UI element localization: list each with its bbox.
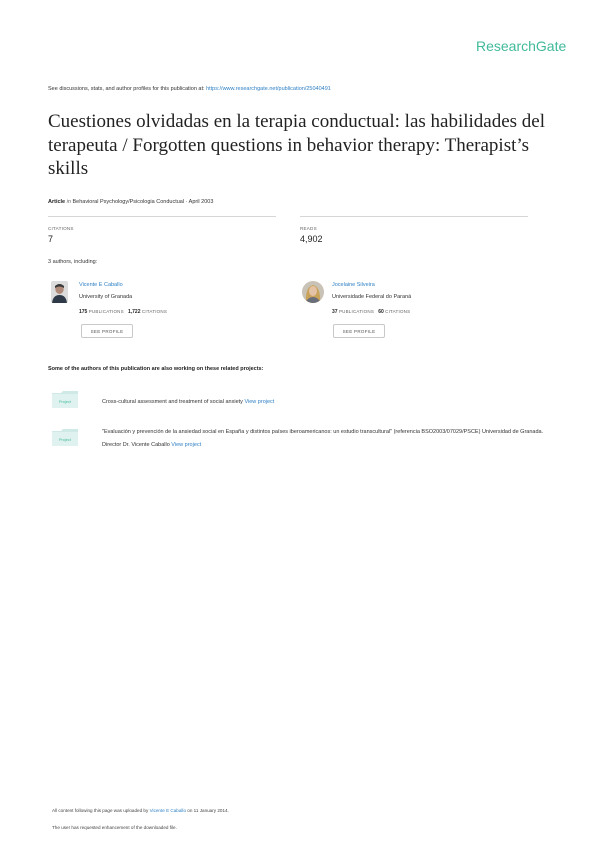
reads-label: READS: [300, 226, 317, 231]
author-institution-2: Universidade Federal do Paraná: [332, 294, 412, 300]
author-publications-label-2: PUBLICATIONS: [338, 309, 375, 314]
publication-title: Cuestiones olvidadas en la terapia conductual: las habilidades del terapeuta / Forgotten questions in behavior therapy: Therapist’s skills: [48, 111, 546, 179]
article-type: Article: [48, 199, 66, 205]
enhancement-note: The user has requested enhancement of the downloaded file.: [52, 825, 177, 830]
author-name-2[interactable]: Jocelaine Silveira: [332, 282, 375, 288]
divider-right: [300, 216, 528, 217]
author-publications-label-1: PUBLICATIONS: [88, 309, 124, 314]
author-stats-2: [332, 309, 410, 315]
article-in: in: [66, 199, 71, 205]
author-avatar-2[interactable]: [302, 281, 324, 303]
project-item-2: [102, 426, 552, 452]
see-profile-button-2[interactable]: SEE PROFILE: [333, 324, 385, 338]
publication-url-link[interactable]: https://www.researchgate.net/publication/25040491: [206, 86, 331, 92]
reads-count: 4,902: [300, 234, 323, 244]
author-institution-1: University of Granada: [79, 294, 133, 300]
view-project-link-1[interactable]: View project: [244, 399, 275, 405]
project-title-1: Cross-cultural assessment and treatment of social anxiety: [102, 399, 243, 405]
uploaded-suffix: on 11 January 2014.: [187, 808, 229, 813]
see-profile-button-1[interactable]: SEE PROFILE: [81, 324, 133, 338]
article-journal: Behavioral Psychology/Psicologia Conductual · April 2003: [72, 199, 214, 205]
author-photo-1: [51, 281, 68, 303]
authors-including: 3 authors, including:: [48, 259, 98, 265]
author-publications-2: 37: [332, 309, 338, 315]
author-citations-label-1: CITATIONS: [141, 309, 168, 314]
see-discussions-line: [48, 86, 331, 92]
citations-label: CITATIONS: [48, 226, 74, 231]
project-title-2: "Evaluación y prevención de la ansiedad social en España y distintos países iberoamericanos: un estudio transcultural" (referencia BSO2003/07029/PSCE) Universidad de Granada. Director Dr. Vicente Caballo: [102, 429, 544, 448]
author-name-1[interactable]: Vicente E Caballo: [79, 282, 123, 288]
author-stats-1: [79, 309, 167, 315]
project-folder-icon-1: [52, 391, 78, 408]
project-icon-label-1: Project: [59, 400, 71, 404]
citations-count: 7: [48, 234, 54, 244]
related-projects-heading: Some of the authors of this publication are also working on these related projects:: [48, 366, 264, 372]
author-photo-2: [302, 281, 324, 303]
project-folder-icon-2: [52, 429, 78, 446]
author-citations-2: 60: [378, 309, 384, 315]
article-meta: [48, 199, 213, 205]
uploader-link[interactable]: Vicente E Caballo: [149, 808, 186, 813]
author-citations-label-2: CITATIONS: [385, 309, 411, 314]
see-discussions-text: See discussions, stats, and author profiles for this publication at:: [48, 86, 205, 92]
researchgate-logo[interactable]: ResearchGate: [476, 38, 567, 54]
uploaded-prefix: All content following this page was uploaded by: [52, 808, 149, 813]
project-item-1: [102, 396, 542, 409]
divider-left: [48, 216, 276, 217]
uploaded-by-line: [52, 808, 229, 813]
author-avatar-1[interactable]: [51, 281, 68, 303]
project-icon-label-2: Project: [59, 438, 71, 442]
author-publications-1: 175: [79, 309, 88, 315]
author-citations-1: 1,722: [127, 309, 141, 315]
view-project-link-2[interactable]: View project: [171, 442, 202, 448]
